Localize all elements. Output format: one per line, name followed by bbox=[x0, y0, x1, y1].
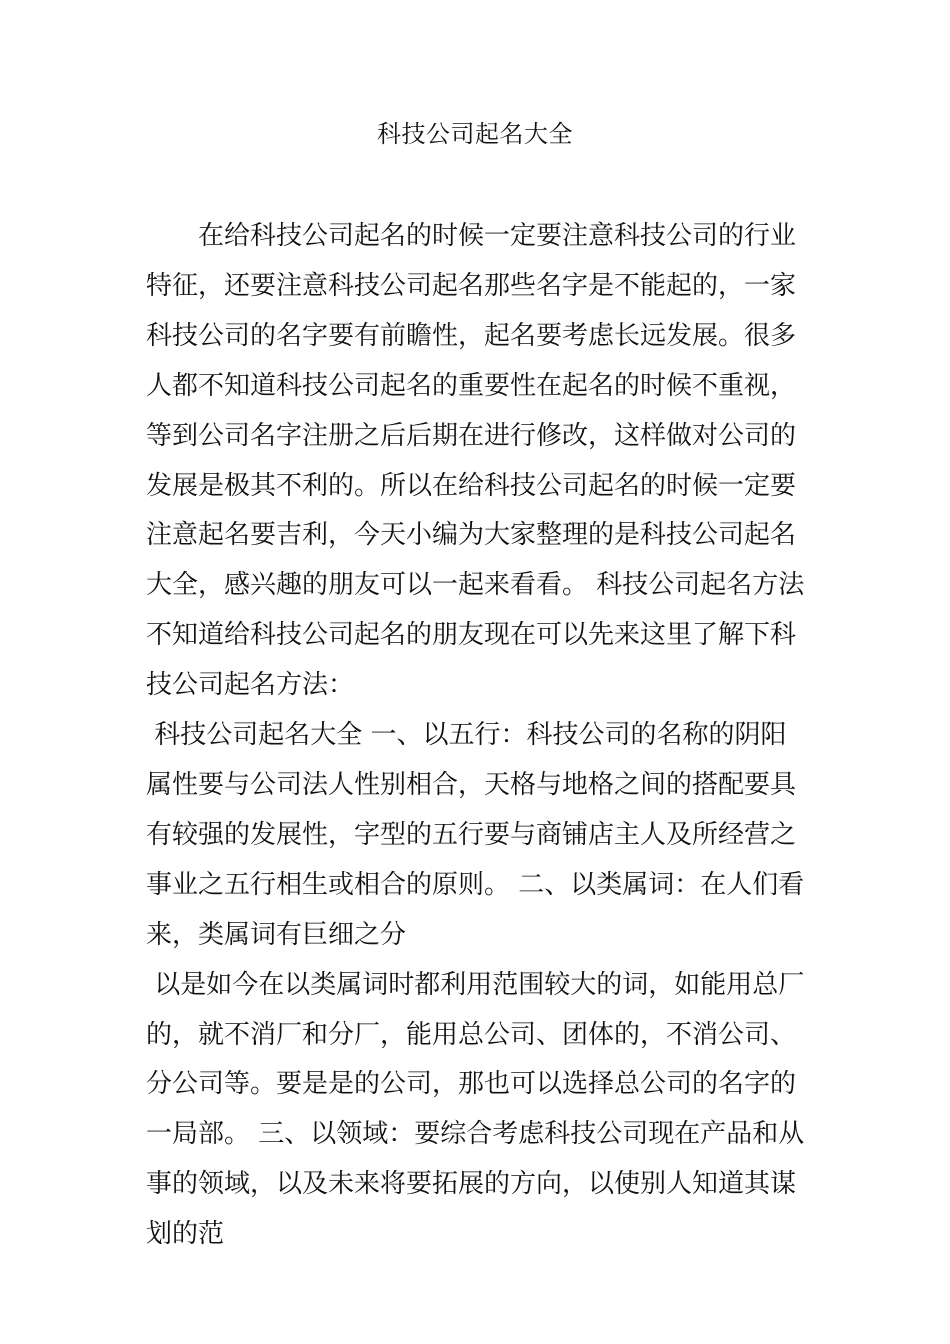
document-body bbox=[146, 212, 811, 1260]
paragraph-methods-1: 科技公司起名大全 一、以五行：科技公司的名称的阴阳属性要与公司法人性别相合，天格与地格之间的搭配要具有较强的发展性，字型的五行要与商铺店主人及所经营之事业之五行相生或相合的原则。 二、以类属词：在人们看来，类属词有巨细之分 bbox=[146, 720, 805, 950]
document-title: 科技公司起名大全 bbox=[377, 120, 573, 148]
paragraph-intro: 在给科技公司起名的时候一定要注意科技公司的行业特征，还要注意科技公司起名那些名字是不能起的，一家科技公司的名字要有前瞻性，起名要考虑长远发展。很多人都不知道科技公司起名的重要性在起名的时候不重视，等到公司名字注册之后后期在进行修改，这样做对公司的发展是极其不利的。所以在给科技公司起名的时候一定要注意起名要吉利，今天小编为大家整理的是科技公司起名大全，感兴趣的朋友可以一起来看看。 科技公司起名方法不知道给科技公司起名的朋友现在可以先来这里了解下科技公司起名方法： bbox=[146, 221, 805, 701]
paragraph-methods-2: 以是如今在以类属词时都利用范围较大的词，如能用总厂的，就不消厂和分厂，能用总公司、团体的，不消公司、分公司等。要是是的公司，那也可以选择总公司的名字的一局部。 三、以领域：要综合考虑科技公司现在产品和从事的领域，以及未来将要拓展的方向，以使别人知道其谋划的范 bbox=[146, 969, 805, 1250]
